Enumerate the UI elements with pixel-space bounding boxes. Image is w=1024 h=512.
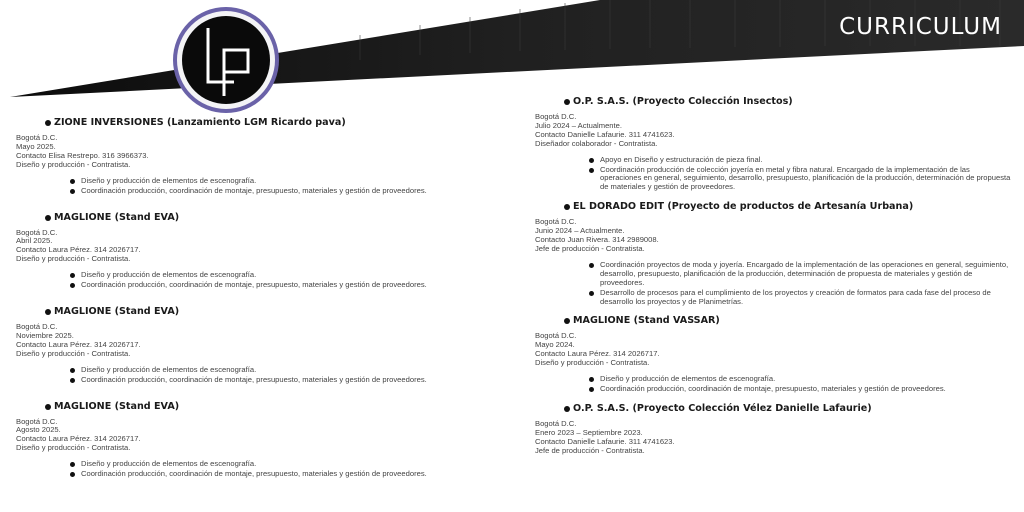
job-title <box>535 96 1015 110</box>
job-info-line: Diseño y producción - Contratista. <box>16 348 131 358</box>
job-title-text: MAGLIONE (Stand VASSAR) <box>573 315 720 327</box>
task-text: Diseño y producción de elementos de escenografía. <box>81 364 257 374</box>
job-title <box>16 117 506 131</box>
task-item <box>589 166 1015 193</box>
bullet-icon <box>564 99 570 105</box>
bullet-icon <box>589 387 594 392</box>
job-info-line: Bogotá D.C. <box>16 416 58 426</box>
bullet-icon <box>70 283 75 288</box>
task-list <box>535 375 1015 394</box>
job-info <box>16 323 506 359</box>
job-title <box>535 315 1015 329</box>
task-list <box>16 460 506 479</box>
bullet-icon <box>564 406 570 412</box>
bullet-icon <box>589 291 594 296</box>
job-title <box>16 401 506 415</box>
bullet-icon <box>45 309 51 315</box>
job-info <box>535 332 1015 368</box>
bullet-icon <box>45 215 51 221</box>
job-info-line: Diseño y producción - Contratista. <box>16 254 131 264</box>
job-title-text: ZIONE INVERSIONES (Lanzamiento LGM Ricardo pava) <box>54 117 346 128</box>
bullet-icon <box>70 378 75 383</box>
bullet-icon <box>70 368 75 373</box>
job-info-line: Contacto Elisa Restrepo. 316 3966373. <box>16 150 149 160</box>
task-item <box>70 187 506 196</box>
task-text: Diseño y producción de elementos de escenografía. <box>81 459 257 469</box>
task-item <box>589 156 1015 165</box>
job-entry <box>16 306 506 401</box>
page-title: CURRICULUM <box>839 14 1002 40</box>
job-info-line: Contacto Danielle Lafaurie. 311 4741623. <box>535 436 675 446</box>
task-text: Coordinación producción, coordinación de montaje, presupuesto, materiales y gestión de proveedores. <box>81 185 427 195</box>
job-title-text: O.P. S.A.S. (Proyecto Colección Vélez Danielle Lafaurie) <box>573 402 872 414</box>
job-info <box>16 418 506 454</box>
job-info-line: Diseño y producción - Contratista. <box>16 159 131 169</box>
job-info-line: Mayo 2024. <box>535 340 575 350</box>
task-list <box>535 261 1015 307</box>
job-info-line: Contacto Laura Pérez. 314 2026717. <box>535 349 660 359</box>
job-info <box>535 420 1015 456</box>
task-list <box>16 177 506 196</box>
job-title <box>535 201 1015 215</box>
task-item <box>70 281 506 290</box>
left-column <box>16 117 506 495</box>
task-text: Apoyo en Diseño y estructuración de pieza final. <box>600 154 763 164</box>
job-info <box>16 134 506 170</box>
task-list <box>16 366 506 385</box>
task-item <box>589 261 1015 288</box>
job-info-line: Contacto Juan Rivera. 314 2989008. <box>535 235 659 245</box>
task-text: Coordinación producción, coordinación de montaje, presupuesto, materiales y gestión de proveedores. <box>600 383 946 393</box>
task-item <box>70 376 506 385</box>
job-title-text: O.P. S.A.S. (Proyecto Colección Insectos) <box>573 96 793 107</box>
job-entry <box>16 117 506 212</box>
job-info-line: Junio 2024 – Actualmente. <box>535 226 625 236</box>
job-info-line: Bogotá D.C. <box>535 418 577 428</box>
bullet-icon <box>589 168 594 173</box>
job-info <box>535 218 1015 254</box>
job-title <box>16 212 506 226</box>
job-entry <box>16 401 506 496</box>
task-text: Diseño y producción de elementos de escenografía. <box>81 270 257 280</box>
task-text: Desarrollo de procesos para el cumplimiento de los proyectos y creación de formatos para cada fase del proceso de desarrollo los proyectos y de Planimetrías. <box>600 287 991 306</box>
task-text: Coordinación proyectos de moda y joyería. Encargado de la implementación de las operaciones en general, seguimiento, desarrollo, presupuesto, planificación de la producción, determinación de propuesta de materiales y gestión de proveedores. <box>600 259 1009 287</box>
bullet-icon <box>589 158 594 163</box>
job-info-line: Julio 2024 – Actualmente. <box>535 120 622 130</box>
job-info-line: Contacto Laura Pérez. 314 2026717. <box>16 245 141 255</box>
job-info-line: Bogotá D.C. <box>16 322 58 331</box>
task-item <box>589 289 1015 307</box>
task-item <box>70 470 506 479</box>
job-info-line: Jefe de producción - Contratista. <box>535 243 645 253</box>
job-info-line: Bogotá D.C. <box>535 217 577 227</box>
job-info-line: Bogotá D.C. <box>535 331 577 341</box>
task-item <box>70 366 506 375</box>
bullet-icon <box>70 179 75 184</box>
job-title-text: MAGLIONE (Stand EVA) <box>54 306 180 317</box>
task-text: Diseño y producción de elementos de escenografía. <box>600 374 776 384</box>
job-info-line: Enero 2023 – Septiembre 2023. <box>535 427 643 437</box>
job-info <box>16 229 506 265</box>
right-column <box>535 96 1015 455</box>
job-title <box>16 306 506 320</box>
job-entry <box>535 96 1015 192</box>
task-text: Coordinación producción de colección joyería en metal y fibra natural. Encargado de la implementación de las operaciones en general, seguimiento, desarrollo, presupuesto, planificación de la producción, determinación de propuesta de materiales y gestión de proveedores. <box>600 164 1011 192</box>
job-entry <box>16 212 506 307</box>
job-entry <box>535 403 1015 456</box>
job-info <box>535 113 1015 149</box>
job-info-line: Bogotá D.C. <box>16 227 58 237</box>
job-info-line: Diseñador colaborador - Contratista. <box>535 138 658 148</box>
bullet-icon <box>70 273 75 278</box>
job-info-line: Jefe de producción - Contratista. <box>535 445 645 455</box>
task-text: Diseño y producción de elementos de escenografía. <box>81 175 257 185</box>
job-info-line: Diseño y producción - Contratista. <box>535 358 650 368</box>
bullet-icon <box>70 189 75 194</box>
job-info-line: Contacto Laura Pérez. 314 2026717. <box>16 339 141 349</box>
bullet-icon <box>45 120 51 126</box>
bullet-icon <box>45 404 51 410</box>
task-item <box>70 271 506 280</box>
lp-monogram-logo <box>172 6 280 114</box>
task-list <box>535 156 1015 193</box>
task-list <box>16 271 506 290</box>
job-entry <box>535 315 1015 393</box>
job-info-line: Agosto 2025. <box>16 425 61 435</box>
task-text: Coordinación producción, coordinación de montaje, presupuesto, materiales y gestión de proveedores. <box>81 469 427 479</box>
task-item <box>70 460 506 469</box>
task-item <box>589 385 1015 394</box>
bullet-icon <box>589 377 594 382</box>
job-title-text: MAGLIONE (Stand EVA) <box>54 211 180 223</box>
bullet-icon <box>70 462 75 467</box>
job-title-text: EL DORADO EDIT (Proyecto de productos de Artesanía Urbana) <box>573 201 914 213</box>
job-title-text: MAGLIONE (Stand EVA) <box>54 400 180 412</box>
job-info-line: Noviembre 2025. <box>16 330 74 340</box>
task-text: Coordinación producción, coordinación de montaje, presupuesto, materiales y gestión de proveedores. <box>81 374 427 384</box>
job-info-line: Bogotá D.C. <box>16 133 58 142</box>
job-title <box>535 403 1015 417</box>
job-info-line: Abril 2025. <box>16 236 53 246</box>
bullet-icon <box>589 263 594 268</box>
job-info-line: Contacto Laura Pérez. 314 2026717. <box>16 434 141 444</box>
task-item <box>589 375 1015 384</box>
bullet-icon <box>70 472 75 477</box>
task-text: Coordinación producción, coordinación de montaje, presupuesto, materiales y gestión de proveedores. <box>81 280 427 290</box>
job-info-line: Diseño y producción - Contratista. <box>16 443 131 453</box>
job-entry <box>535 201 1015 306</box>
job-info-line: Mayo 2025. <box>16 141 56 151</box>
job-info-line: Bogotá D.C. <box>535 112 577 121</box>
job-info-line: Contacto Danielle Lafaurie. 311 4741623. <box>535 129 675 139</box>
task-item <box>70 177 506 186</box>
